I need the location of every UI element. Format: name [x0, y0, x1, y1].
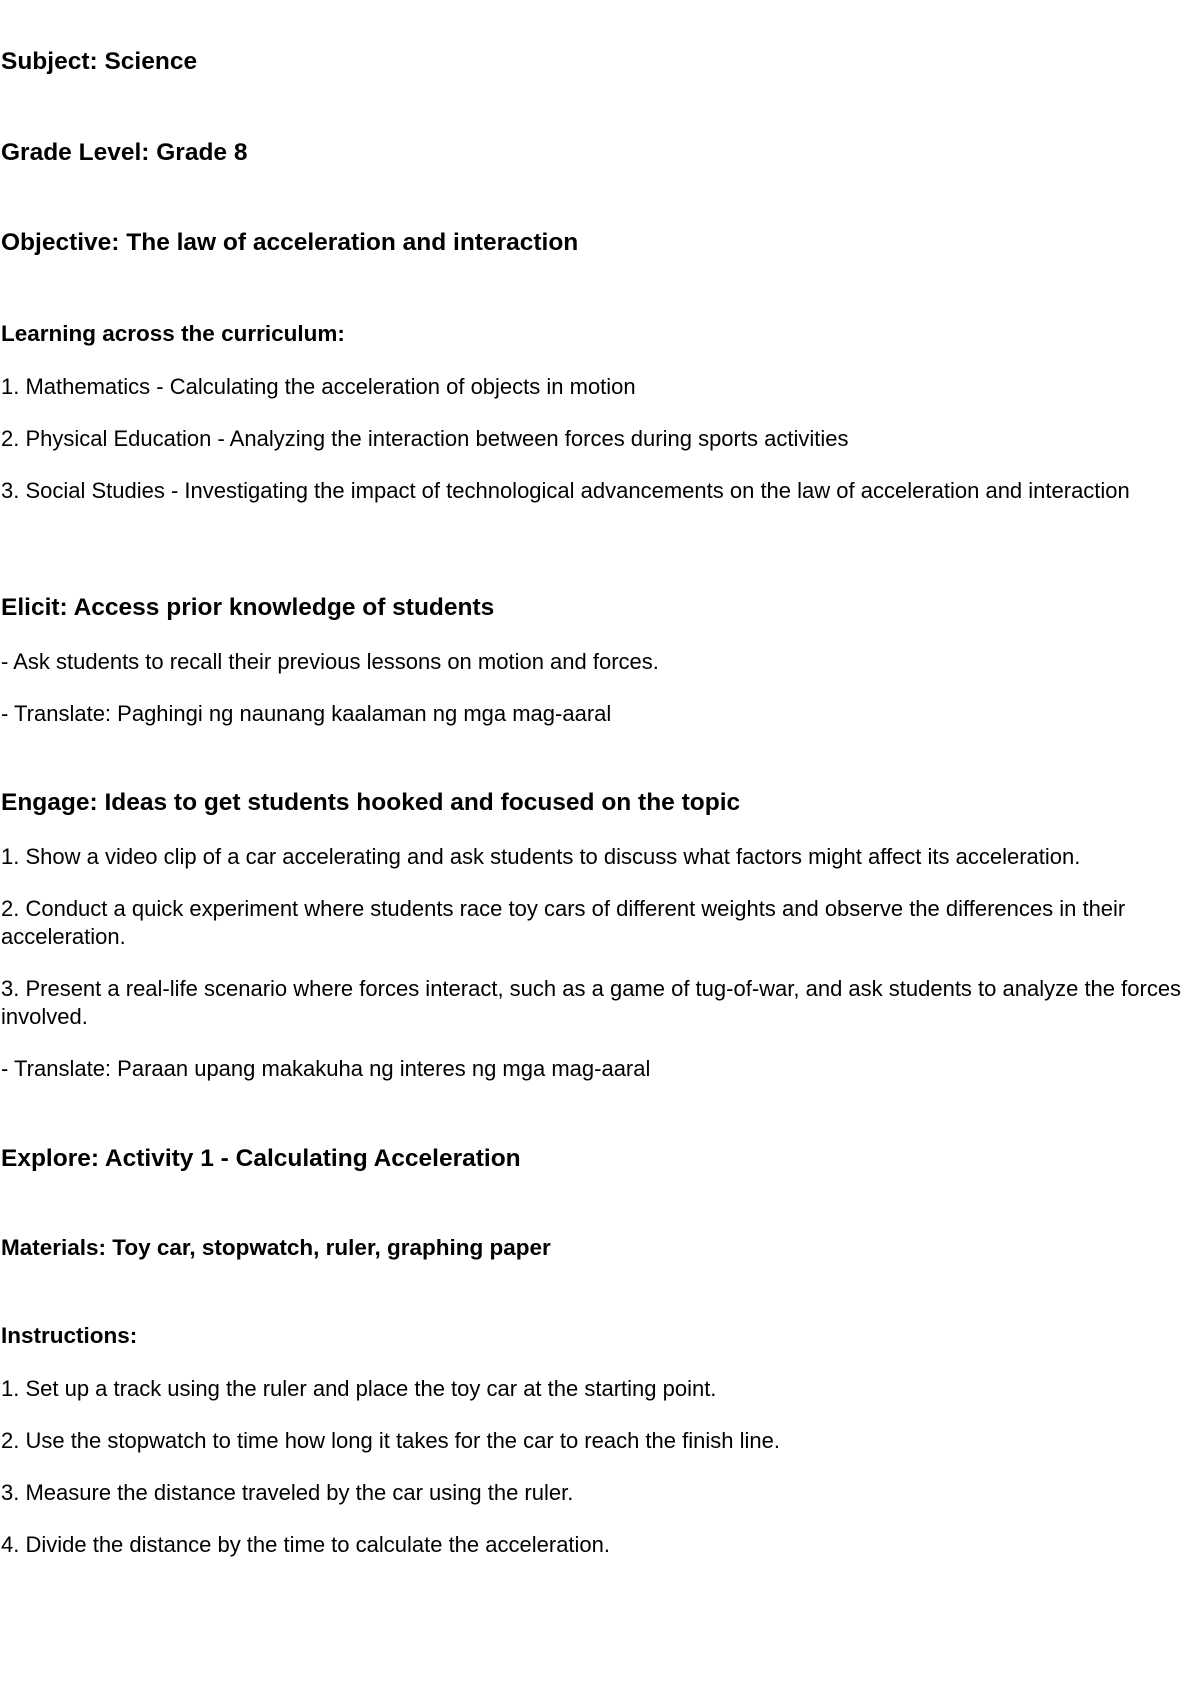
instruction-item: 1. Set up a track using the ruler and place the toy car at the starting point.	[1, 1376, 717, 1401]
instruction-item: 3. Measure the distance traveled by the car using the ruler.	[1, 1480, 574, 1505]
elicit-item: - Translate: Paghingi ng naunang kaalaman ng mga mag-aaral	[1, 701, 612, 726]
instruction-item: 2. Use the stopwatch to time how long it takes for the car to reach the finish line.	[1, 1428, 780, 1453]
grade-level-heading: Grade Level: Grade 8	[1, 139, 248, 166]
engage-item: 3. Present a real-life scenario where forces interact, such as a game of tug-of-war, and ask students to analyze the forces involved.	[1, 976, 1182, 1029]
objective-heading: Objective: The law of acceleration and interaction	[1, 229, 579, 256]
explore-heading: Explore: Activity 1 - Calculating Acceleration	[1, 1145, 521, 1172]
curriculum-item: 1. Mathematics - Calculating the acceleration of objects in motion	[1, 374, 636, 399]
engage-item: 2. Conduct a quick experiment where students race toy cars of different weights and observe the differences in their acceleration.	[1, 896, 1126, 949]
curriculum-item: 2. Physical Education - Analyzing the interaction between forces during sports activities	[1, 426, 849, 451]
materials-line: Materials: Toy car, stopwatch, ruler, graphing paper	[1, 1235, 551, 1260]
engage-heading: Engage: Ideas to get students hooked and focused on the topic	[1, 789, 741, 816]
elicit-heading: Elicit: Access prior knowledge of students	[1, 594, 495, 621]
elicit-item: - Ask students to recall their previous lessons on motion and forces.	[1, 649, 659, 674]
instructions-heading: Instructions:	[1, 1323, 138, 1348]
curriculum-heading: Learning across the curriculum:	[1, 321, 345, 346]
curriculum-item: 3. Social Studies - Investigating the impact of technological advancements on the law of acceleration and interaction	[1, 478, 1130, 503]
subject-heading: Subject: Science	[1, 48, 198, 75]
engage-item: 1. Show a video clip of a car accelerating and ask students to discuss what factors might affect its acceleration.	[1, 844, 1081, 869]
instruction-item: 4. Divide the distance by the time to calculate the acceleration.	[1, 1532, 611, 1557]
engage-item: - Translate: Paraan upang makakuha ng interes ng mga mag-aaral	[1, 1056, 651, 1081]
